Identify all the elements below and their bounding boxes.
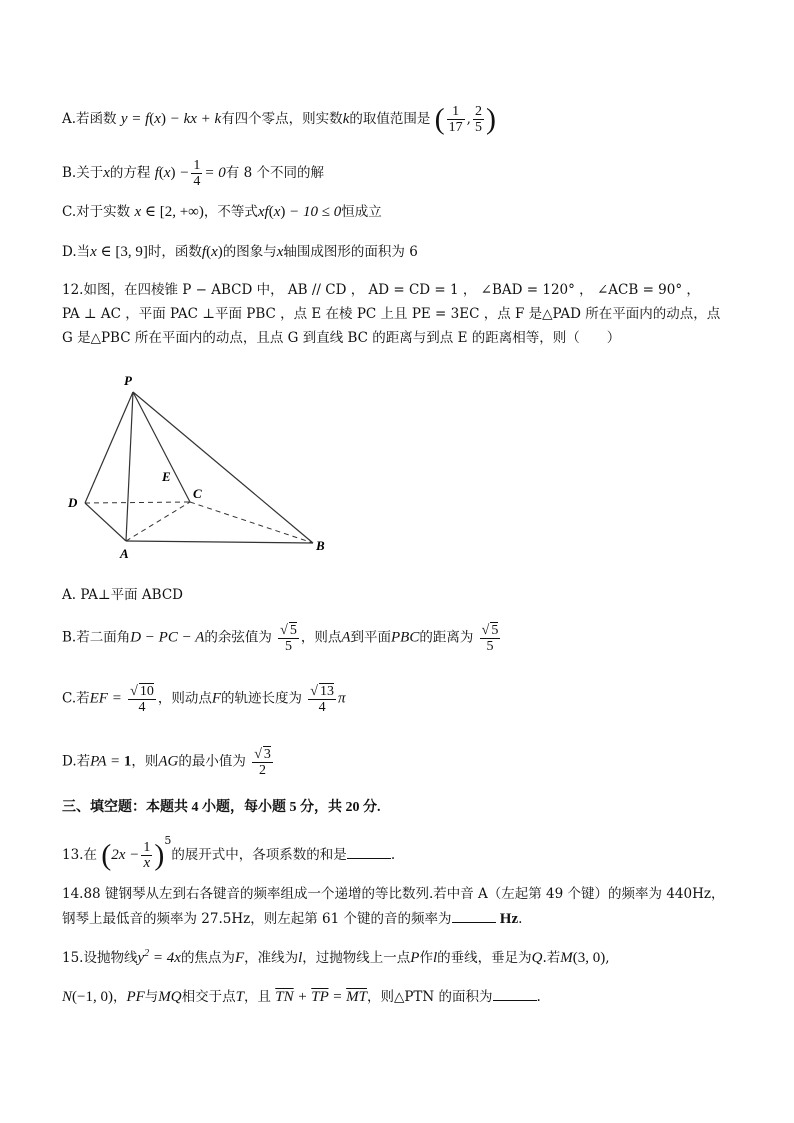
- option-text: 有四个零点，则实数: [221, 111, 343, 127]
- math-expression: $y^2 = 4x$: [137, 948, 181, 966]
- period: .: [536, 989, 541, 1005]
- point-label-e: E: [162, 469, 171, 484]
- q12-stem-line1: [62, 280, 700, 300]
- math-expression: x ∈ [3, 9]: [90, 244, 148, 260]
- unit-label: Hz: [499, 911, 519, 927]
- question-text: 的焦点为: [180, 950, 235, 966]
- fraction: $\frac{√ 10}{4}$: [130, 684, 154, 715]
- left-paren: (: [101, 838, 112, 872]
- math-expression: N(−1, 0): [62, 989, 113, 1005]
- edge-pa: [126, 392, 133, 541]
- edge-cb: [190, 502, 313, 543]
- option-text: 恒成立: [341, 204, 382, 220]
- math-var: l: [432, 950, 438, 966]
- question-text: 的展开式中，各项系数的和是: [171, 847, 347, 863]
- math-expression: xf(x) − 10 ≤ 0: [257, 204, 342, 220]
- math-var: F: [211, 690, 221, 707]
- option-label: C.: [62, 204, 77, 220]
- option-text: 关于: [76, 165, 104, 181]
- option-text: 对于实数: [76, 204, 131, 220]
- math-var: l: [298, 950, 303, 966]
- right-paren: ): [154, 838, 165, 872]
- period: .: [390, 847, 396, 863]
- option-text: B.若二面角: [62, 629, 131, 646]
- edge-dc: [85, 502, 190, 503]
- math-var: x: [103, 165, 110, 181]
- option-text: 的余弦值为: [204, 629, 272, 646]
- question-text: ，则△PTN 的面积为: [366, 989, 493, 1005]
- fraction: $\frac{√ 3}{2}$: [254, 747, 271, 778]
- option-text: ，则动点: [157, 690, 212, 707]
- option-text: 的轨迹长度为: [221, 690, 302, 707]
- q12-option-a: [62, 585, 183, 605]
- option-text: 的最小值为: [178, 753, 246, 770]
- option-text: ，则点: [300, 629, 342, 646]
- math-var: π: [337, 690, 346, 707]
- question-text: ，: [112, 989, 127, 1005]
- fraction: $\frac{1}{4}$: [193, 158, 201, 189]
- q11-option-c: [62, 202, 382, 222]
- period: .: [518, 911, 523, 927]
- fraction: $\frac{1}{17}$: [448, 104, 463, 135]
- math-var: PBC: [391, 629, 420, 646]
- option-text: 的方程: [109, 165, 151, 181]
- question-text: 的垂线，垂足为: [437, 950, 532, 966]
- option-text: 若函数: [76, 111, 117, 127]
- math-var: A: [341, 629, 351, 646]
- vector-equation: $\overline{TN} + \overline{TP} = \overline{MT}$: [275, 989, 367, 1005]
- math-expression: f(x): [201, 244, 223, 260]
- edge-ab: [126, 541, 313, 543]
- q14-line1: [62, 884, 724, 904]
- question-text: 15.设抛物线: [62, 950, 138, 966]
- math-var: AG: [158, 753, 179, 770]
- fraction: $\frac{2}{5}$: [474, 104, 482, 135]
- fraction: $\frac{1}{x}$: [143, 840, 151, 871]
- question-text: 如图，在四棱锥 P − ABCD 中， AB // CD ， AD = CD = 1 ， ∠BAD = 120° ， ∠ACB = 90° ，: [83, 282, 700, 298]
- q13: 13.在 (2x − $\frac{1}{x}$ )$^5$的展开式中，各项系数的和是 .: [62, 833, 396, 872]
- question-text: ，准线为: [244, 950, 299, 966]
- edge-pc: [133, 392, 190, 502]
- math-expression: PA = 1: [90, 753, 132, 770]
- option-text: C.若: [62, 690, 90, 707]
- q12-option-b: [62, 622, 502, 654]
- math-var: P: [410, 950, 420, 966]
- math-expression: 2x −: [111, 847, 140, 863]
- option-text: D.若: [62, 753, 91, 770]
- option-text: A. PA⊥平面 ABCD: [62, 587, 183, 603]
- option-text: ，则: [131, 753, 159, 770]
- section-title: 三、填空题：本题共 4 小题，每小题 5 分，共 20 分.: [62, 800, 381, 815]
- option-text: 到平面: [350, 629, 392, 646]
- option-label: D.: [62, 244, 77, 260]
- q12-option-d: [62, 746, 275, 778]
- option-text: 当: [76, 244, 91, 260]
- q12-stem-line3: [62, 328, 620, 348]
- q12-option-c: [62, 683, 346, 715]
- question-text: 与: [144, 989, 159, 1005]
- option-text: 轴围成图形的面积为 6: [283, 244, 418, 260]
- option-text: 时，函数: [147, 244, 202, 260]
- option-text: ，不等式: [203, 204, 258, 220]
- answer-blank[interactable]: [493, 986, 537, 1001]
- section-heading: [62, 798, 381, 818]
- pyramid-figure: [60, 365, 360, 565]
- question-text: 作: [419, 950, 433, 966]
- q15-line1: 15.设抛物线$y^2 = 4x$的焦点为F，准线为l，过抛物线上一点P作l的垂线，垂足为Q.若M(3, 0),: [62, 948, 610, 966]
- question-text: ，过抛物线上一点: [302, 950, 411, 966]
- question-text: PA ⊥ AC ，平面 PAC ⊥平面 PBC ，点 E 在棱 PC 上且 PE = 3EC ，点 F 是△PAD 所在平面内的动点，点: [62, 306, 721, 322]
- vertex-label-b: B: [316, 538, 325, 553]
- vertex-label-c: C: [193, 486, 202, 501]
- right-paren: ): [485, 102, 496, 136]
- option-text: 的图象与: [222, 244, 277, 260]
- math-expression: M(3, 0): [560, 950, 606, 966]
- math-var: F: [234, 950, 245, 966]
- question-text: 钢琴上最低音的频率为 27.5Hz，则左起第 61 个键的音的频率为: [62, 911, 452, 927]
- vertex-label-d: D: [68, 495, 78, 510]
- option-label: B.: [62, 165, 77, 181]
- math-expression: x ∈ [2, +∞): [134, 204, 204, 220]
- option-text: 有 8 个不同的解: [225, 165, 324, 181]
- q11-option-b: [62, 158, 324, 189]
- edge-da: [85, 503, 126, 541]
- math-expression: = 0: [204, 165, 226, 181]
- fraction: $\frac{√ 13}{4}$: [310, 684, 334, 715]
- left-paren: (: [434, 102, 445, 136]
- answer-blank[interactable]: [452, 908, 496, 923]
- q11-option-d: [62, 242, 418, 262]
- math-var: k: [342, 111, 350, 127]
- math-var: MQ: [158, 989, 182, 1005]
- fraction: $\frac{√ 5}{5}$: [481, 623, 499, 654]
- question-text: G 是△PBC 所在平面内的动点，且点 G 到直线 BC 的距离与到点 E 的距离相等，则（ ）: [62, 330, 621, 346]
- math-expression: EF =: [89, 690, 122, 707]
- math-var: x: [276, 244, 284, 260]
- question-text: ，且: [243, 989, 271, 1005]
- vertex-label-p: P: [124, 373, 132, 388]
- q15-line2: [62, 986, 541, 1007]
- option-text: 的取值范围是: [349, 111, 431, 127]
- question-text: 14.88 键钢琴从左到右各键音的频率组成一个递增的等比数列.若中音 A（左起第 49 个键）的频率为 440Hz，: [62, 886, 725, 902]
- math-var: Q: [531, 950, 543, 966]
- math-expression: f(x) −: [154, 165, 190, 181]
- math-expression: y = f(x) − kx + k: [120, 111, 222, 127]
- answer-blank[interactable]: [347, 844, 391, 859]
- question-text: .若: [542, 950, 561, 966]
- q12-stem-line2: [62, 304, 720, 324]
- math-var: T: [235, 989, 244, 1005]
- question-text: 相交于点: [181, 989, 236, 1005]
- question-text: 13.在: [62, 847, 97, 863]
- fraction: $\frac{√ 5}{5}$: [280, 623, 297, 654]
- question-number: 12.: [62, 282, 84, 298]
- edge-pd: [85, 392, 133, 503]
- q11-option-a: A.若函数 y = f(x) − kx + k有四个零点，则实数k的取值范围是 ( $\frac{1}{17}$ , $\frac{2}{5}$ ): [62, 102, 496, 136]
- math-var: PF: [126, 989, 145, 1005]
- option-text: 的距离为: [419, 629, 474, 646]
- math-expression: D − PC − A: [130, 629, 205, 646]
- option-label: A.: [62, 111, 77, 127]
- vertex-label-a: A: [120, 546, 129, 561]
- q14-line2: [62, 908, 522, 929]
- edge-ac: [126, 502, 190, 541]
